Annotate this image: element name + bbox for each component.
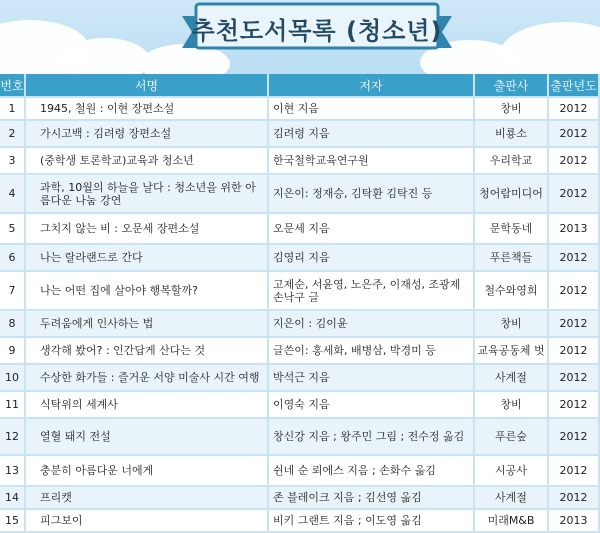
book-publisher: 창비 [475,98,549,121]
header-title: 서명 [26,74,269,98]
book-year: 2012 [549,365,600,392]
table-row [0,121,600,148]
book-number: 1 [0,98,26,121]
book-title: 생각해 봤어? : 인간답게 산다는 것 [26,338,269,365]
book-publisher: 푸른숲 [475,419,549,456]
book-title: 피그보이 [26,510,269,533]
book-year: 2013 [549,510,600,533]
book-title: 1945, 철원 : 이현 장편소설 [26,98,269,121]
table-row [0,392,600,419]
book-publisher: 시공사 [475,456,549,487]
header-year: 출판년도 [549,74,600,98]
book-author: 이영숙 지음 [269,392,475,419]
header-no: 번호 [0,74,26,98]
book-author: 이현 지음 [269,98,475,121]
book-number: 14 [0,487,26,510]
book-publisher: 문학동네 [475,214,549,245]
table-row [0,311,600,338]
book-publisher: 사계절 [475,487,549,510]
book-author: 지은이 : 김이윤 [269,311,475,338]
book-publisher: 철수와영희 [475,272,549,311]
book-author: 쉰네 순 뢰에스 지음 ; 손화수 옮김 [269,456,475,487]
book-number: 6 [0,245,26,272]
book-year: 2012 [549,487,600,510]
book-title: 열혈 돼지 전설 [26,419,269,456]
table-row [0,214,600,245]
book-number: 11 [0,392,26,419]
book-number: 5 [0,214,26,245]
book-publisher: 창비 [475,392,549,419]
table-header-row [0,74,600,98]
book-title: 식탁위의 세계사 [26,392,269,419]
header-author: 저자 [269,74,475,98]
book-number: 12 [0,419,26,456]
book-number: 2 [0,121,26,148]
book-author: 창신강 지음 ; 왕주민 그림 ; 전수정 옮김 [269,419,475,456]
book-year: 2012 [549,121,600,148]
book-publisher: 사계절 [475,365,549,392]
table-row [0,175,600,214]
book-year: 2013 [549,214,600,245]
table-row [0,245,600,272]
book-year: 2012 [549,98,600,121]
book-title: 나는 랄라랜드로 간다 [26,245,269,272]
book-number: 3 [0,148,26,175]
book-title: 두려움에게 인사하는 법 [26,311,269,338]
table-row [0,148,600,175]
table-row [0,456,600,487]
book-number: 4 [0,175,26,214]
book-publisher: 교육공동체 벗 [475,338,549,365]
book-number: 9 [0,338,26,365]
book-number: 7 [0,272,26,311]
book-author: 글쓴이: 홍세화, 배병삼, 박경미 등 [269,338,475,365]
book-publisher: 청어람미디어 [475,175,549,214]
table-row [0,98,600,121]
book-title: 그치지 않는 비 : 오문세 장편소설 [26,214,269,245]
book-title: 가시고백 : 김려령 장편소설 [26,121,269,148]
table-row [0,510,600,533]
book-year: 2012 [549,392,600,419]
book-publisher: 미래M&B [475,510,549,533]
table-row [0,272,600,311]
book-year: 2012 [549,245,600,272]
book-title: 나는 어떤 집에 살아야 행복할까? [26,272,269,311]
book-table [0,74,600,533]
book-title: 과학, 10월의 하늘을 날다 : 청소년을 위한 아름다운 나눔 강연 [26,175,269,214]
book-publisher: 우리학교 [475,148,549,175]
book-year: 2012 [549,311,600,338]
book-author: 고제순, 서윤영, 노은주, 이재성, 조광제 손낙구 글 [269,272,475,311]
book-number: 10 [0,365,26,392]
book-author: 박석근 지음 [269,365,475,392]
book-number: 13 [0,456,26,487]
book-number: 15 [0,510,26,533]
title-banner [182,2,452,56]
page-title: 추천도서목록 (청소년) [191,17,443,45]
book-title: 충분히 아름다운 너에게 [26,456,269,487]
book-publisher: 푸른책들 [475,245,549,272]
book-author: 김려령 지음 [269,121,475,148]
book-author: 김영리 지음 [269,245,475,272]
book-year: 2012 [549,175,600,214]
book-publisher: 창비 [475,311,549,338]
book-publisher: 비룡소 [475,121,549,148]
header-publisher: 출판사 [475,74,549,98]
book-year: 2012 [549,338,600,365]
book-title: 프리캣 [26,487,269,510]
book-year: 2012 [549,148,600,175]
book-author: 비키 그랜트 지음 ; 이도영 옮김 [269,510,475,533]
book-title: (중학생 토론학교)교육과 청소년 [26,148,269,175]
book-author: 존 블레이크 지음 ; 김선영 옮김 [269,487,475,510]
book-author: 한국철학교육연구원 [269,148,475,175]
book-number: 8 [0,311,26,338]
book-year: 2012 [549,272,600,311]
book-author: 지은이: 정재승, 김탁환 김탁진 등 [269,175,475,214]
table-row [0,365,600,392]
book-title: 수상한 화가들 : 즐거운 서양 미술사 시간 여행 [26,365,269,392]
table-row [0,338,600,365]
book-year: 2012 [549,419,600,456]
table-row [0,419,600,456]
table-row [0,487,600,510]
book-author: 오문세 지음 [269,214,475,245]
book-year: 2012 [549,456,600,487]
